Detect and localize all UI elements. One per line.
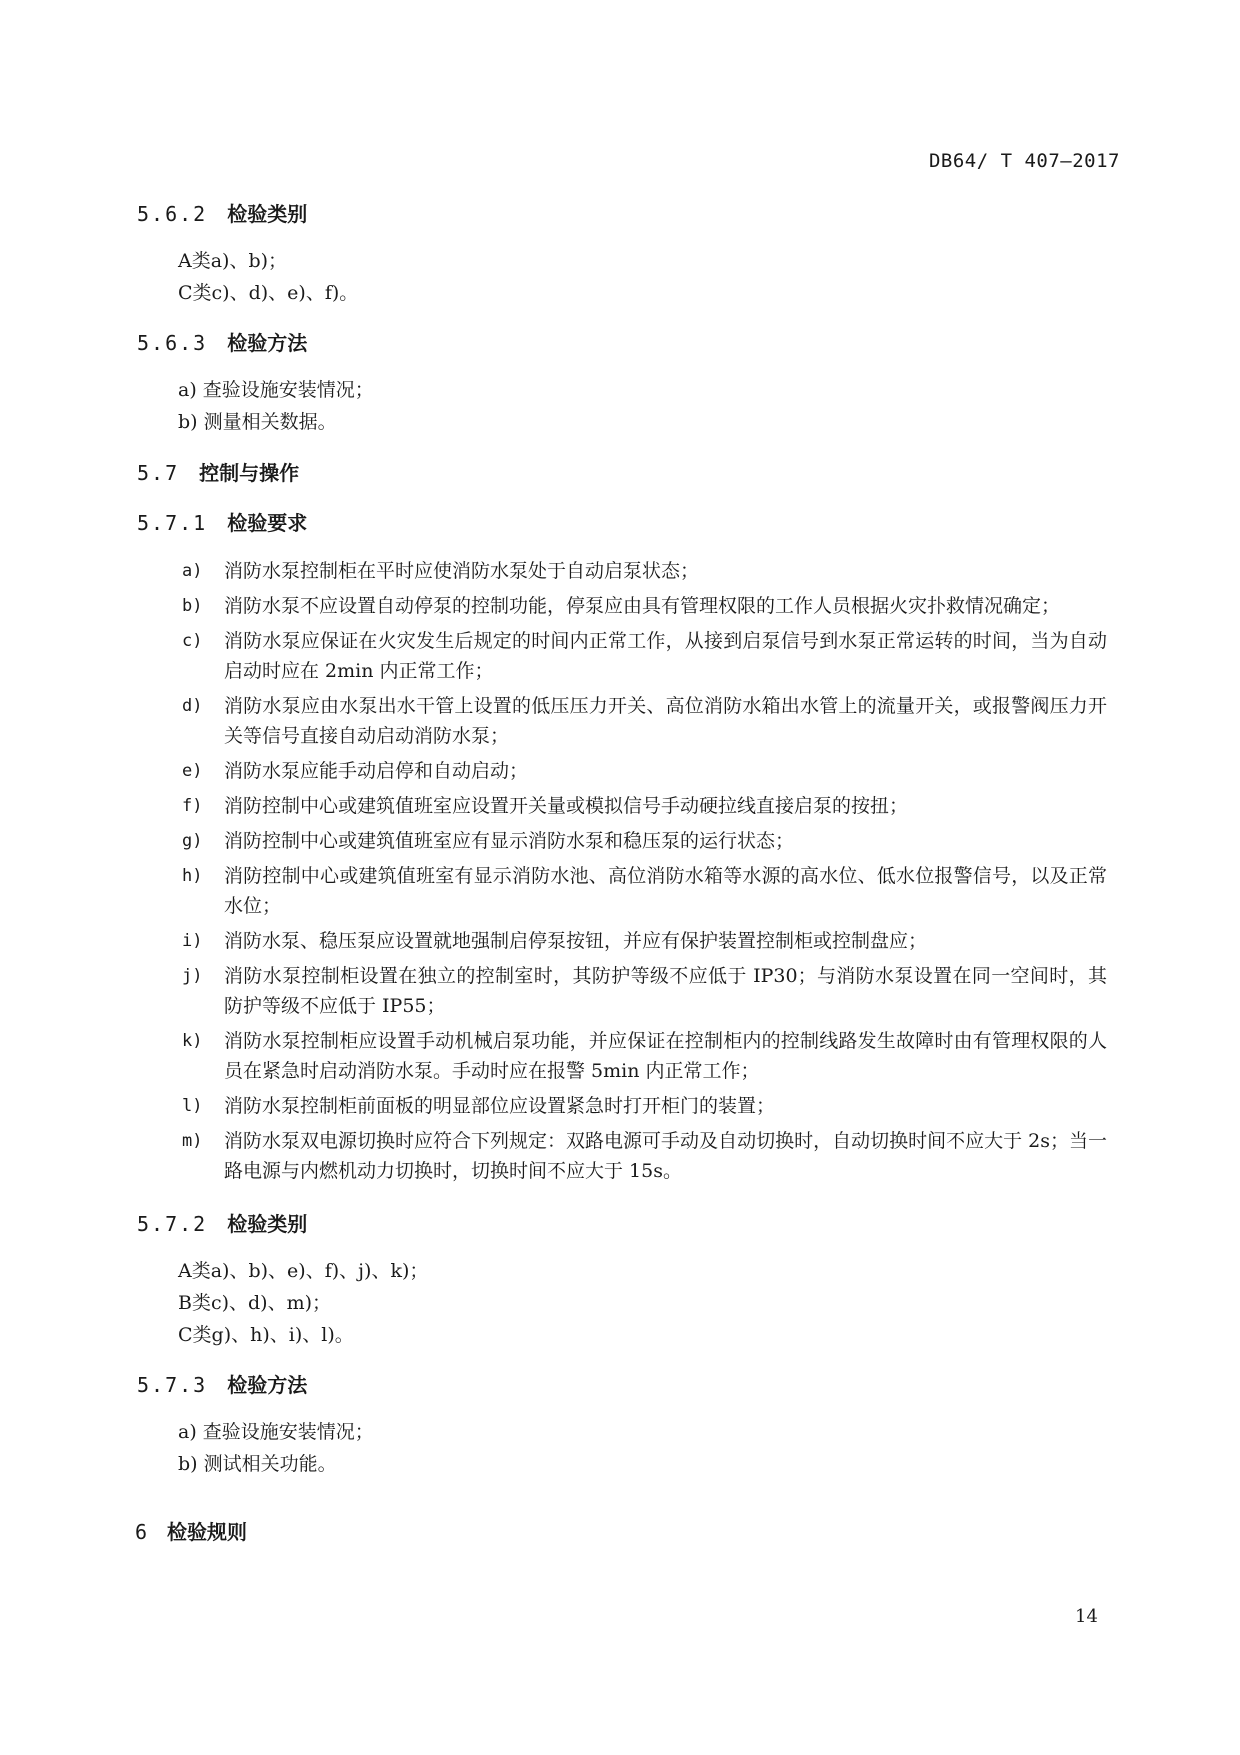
section-5-7-2-heading (137, 1208, 1127, 1237)
item-text: 消防水泵应能手动启停和自动启动； (224, 760, 529, 782)
page-number: 14 (1075, 1606, 1098, 1627)
item-label: j) (182, 966, 203, 986)
method-line: b) 测试相关功能。 (178, 1453, 337, 1475)
section-number: 5.7.2 (137, 1212, 208, 1236)
item-text: 消防水泵控制柜应设置手动机械启泵功能，并应保证在控制柜内的控制线路发生故障时由有管理权限的人员在紧急时启动消防水泵。手动时应在报警 5min 内正常工作； (224, 1030, 1107, 1082)
item-text: 消防水泵控制柜前面板的明显部位应设置紧急时打开柜门的装置； (224, 1095, 776, 1117)
item-text: 消防水泵双电源切换时应符合下列规定：双路电源可手动及自动切换时，自动切换时间不应大于 2s；当一路电源与内燃机动力切换时，切换时间不应大于 15s。 (224, 1130, 1107, 1182)
section-5-7-3-heading (137, 1369, 1127, 1398)
section-6-heading (135, 1516, 1127, 1545)
method-line: b) 测量相关数据。 (178, 411, 337, 433)
item-label: c) (182, 631, 203, 651)
section-number: 5.7.1 (137, 511, 208, 535)
section-5-7-2-body (137, 1255, 1127, 1351)
section-title: 检验方法 (227, 1373, 308, 1397)
section-title: 检验要求 (227, 511, 308, 535)
item-label: d) (182, 696, 203, 716)
category-line: A类a)、b)、e)、f)、j)、k)； (178, 1260, 429, 1282)
category-line: B类c)、d)、m)； (178, 1292, 332, 1314)
list-item (182, 961, 1127, 1021)
section-5-7-heading (137, 457, 1127, 486)
page-content (137, 203, 1127, 1545)
category-line: C类g)、h)、i)、l)。 (178, 1324, 354, 1346)
item-label: b) (182, 596, 203, 616)
item-label: e) (182, 761, 203, 781)
item-label: f) (182, 796, 203, 816)
list-item (182, 861, 1127, 921)
list-item (182, 591, 1127, 621)
section-number: 6 (135, 1520, 150, 1544)
list-item (182, 756, 1127, 786)
section-5-6-3-body (137, 374, 1127, 438)
item-text: 消防控制中心或建筑值班室有显示消防水池、高位消防水箱等水源的高水位、低水位报警信号，以及正常水位； (224, 865, 1107, 917)
list-item (182, 1091, 1127, 1121)
section-number: 5.6.3 (137, 331, 208, 355)
item-text: 消防水泵、稳压泵应设置就地强制启停泵按钮，并应有保护装置控制柜或控制盘应； (224, 930, 928, 952)
item-label: l) (182, 1096, 203, 1116)
list-item (182, 1126, 1127, 1186)
list-item (182, 626, 1127, 686)
section-title: 控制与操作 (199, 461, 300, 485)
item-text: 消防水泵应由水泵出水干管上设置的低压压力开关、高位消防水箱出水管上的流量开关，或报警阀压力开关等信号直接自动启动消防水泵； (224, 695, 1107, 747)
item-text: 消防控制中心或建筑值班室应设置开关量或模拟信号手动硬拉线直接启泵的按扭； (224, 795, 909, 817)
section-title: 检验方法 (227, 331, 308, 355)
section-title: 检验类别 (227, 202, 308, 226)
section-5-6-2-heading (137, 198, 1127, 227)
item-text: 消防水泵控制柜在平时应使消防水泵处于自动启泵状态； (224, 560, 700, 582)
section-number: 5.7 (137, 461, 180, 485)
section-5-6-3-heading (137, 327, 1127, 356)
item-label: i) (182, 931, 203, 951)
list-item (182, 791, 1127, 821)
method-line: a) 查验设施安装情况； (178, 379, 374, 401)
list-item (182, 556, 1127, 586)
item-text: 消防水泵应保证在火灾发生后规定的时间内正常工作，从接到启泵信号到水泵正常运转的时间，当为自动启动时应在 2min 内正常工作； (224, 630, 1107, 682)
item-text: 消防水泵不应设置自动停泵的控制功能，停泵应由具有管理权限的工作人员根据火灾扑救情况确定； (224, 595, 1061, 617)
item-label: h) (182, 866, 203, 886)
section-title: 检验类别 (227, 1212, 308, 1236)
category-line: C类c)、d)、e)、f)。 (178, 282, 359, 304)
requirements-list (137, 556, 1127, 1186)
list-item (182, 1026, 1127, 1086)
item-label: m) (182, 1131, 203, 1151)
section-title: 检验规则 (167, 1520, 248, 1544)
item-label: k) (182, 1031, 203, 1051)
item-label: g) (182, 831, 203, 851)
item-text: 消防水泵控制柜设置在独立的控制室时，其防护等级不应低于 IP30；与消防水泵设置在同一空间时，其防护等级不应低于 IP55； (224, 965, 1107, 1017)
section-5-6-2-body (137, 245, 1127, 309)
section-number: 5.7.3 (137, 1373, 208, 1397)
section-number: 5.6.2 (137, 202, 208, 226)
list-item (182, 926, 1127, 956)
list-item (182, 826, 1127, 856)
document-code-header: DB64/ T 407—2017 (928, 150, 1120, 172)
list-item (182, 691, 1127, 751)
section-5-7-3-body (137, 1416, 1127, 1480)
method-line: a) 查验设施安装情况； (178, 1421, 374, 1443)
section-5-7-1-heading (137, 507, 1127, 536)
category-line: A类a)、b)； (178, 250, 288, 272)
item-label: a) (182, 561, 203, 581)
item-text: 消防控制中心或建筑值班室应有显示消防水泵和稳压泵的运行状态； (224, 830, 795, 852)
